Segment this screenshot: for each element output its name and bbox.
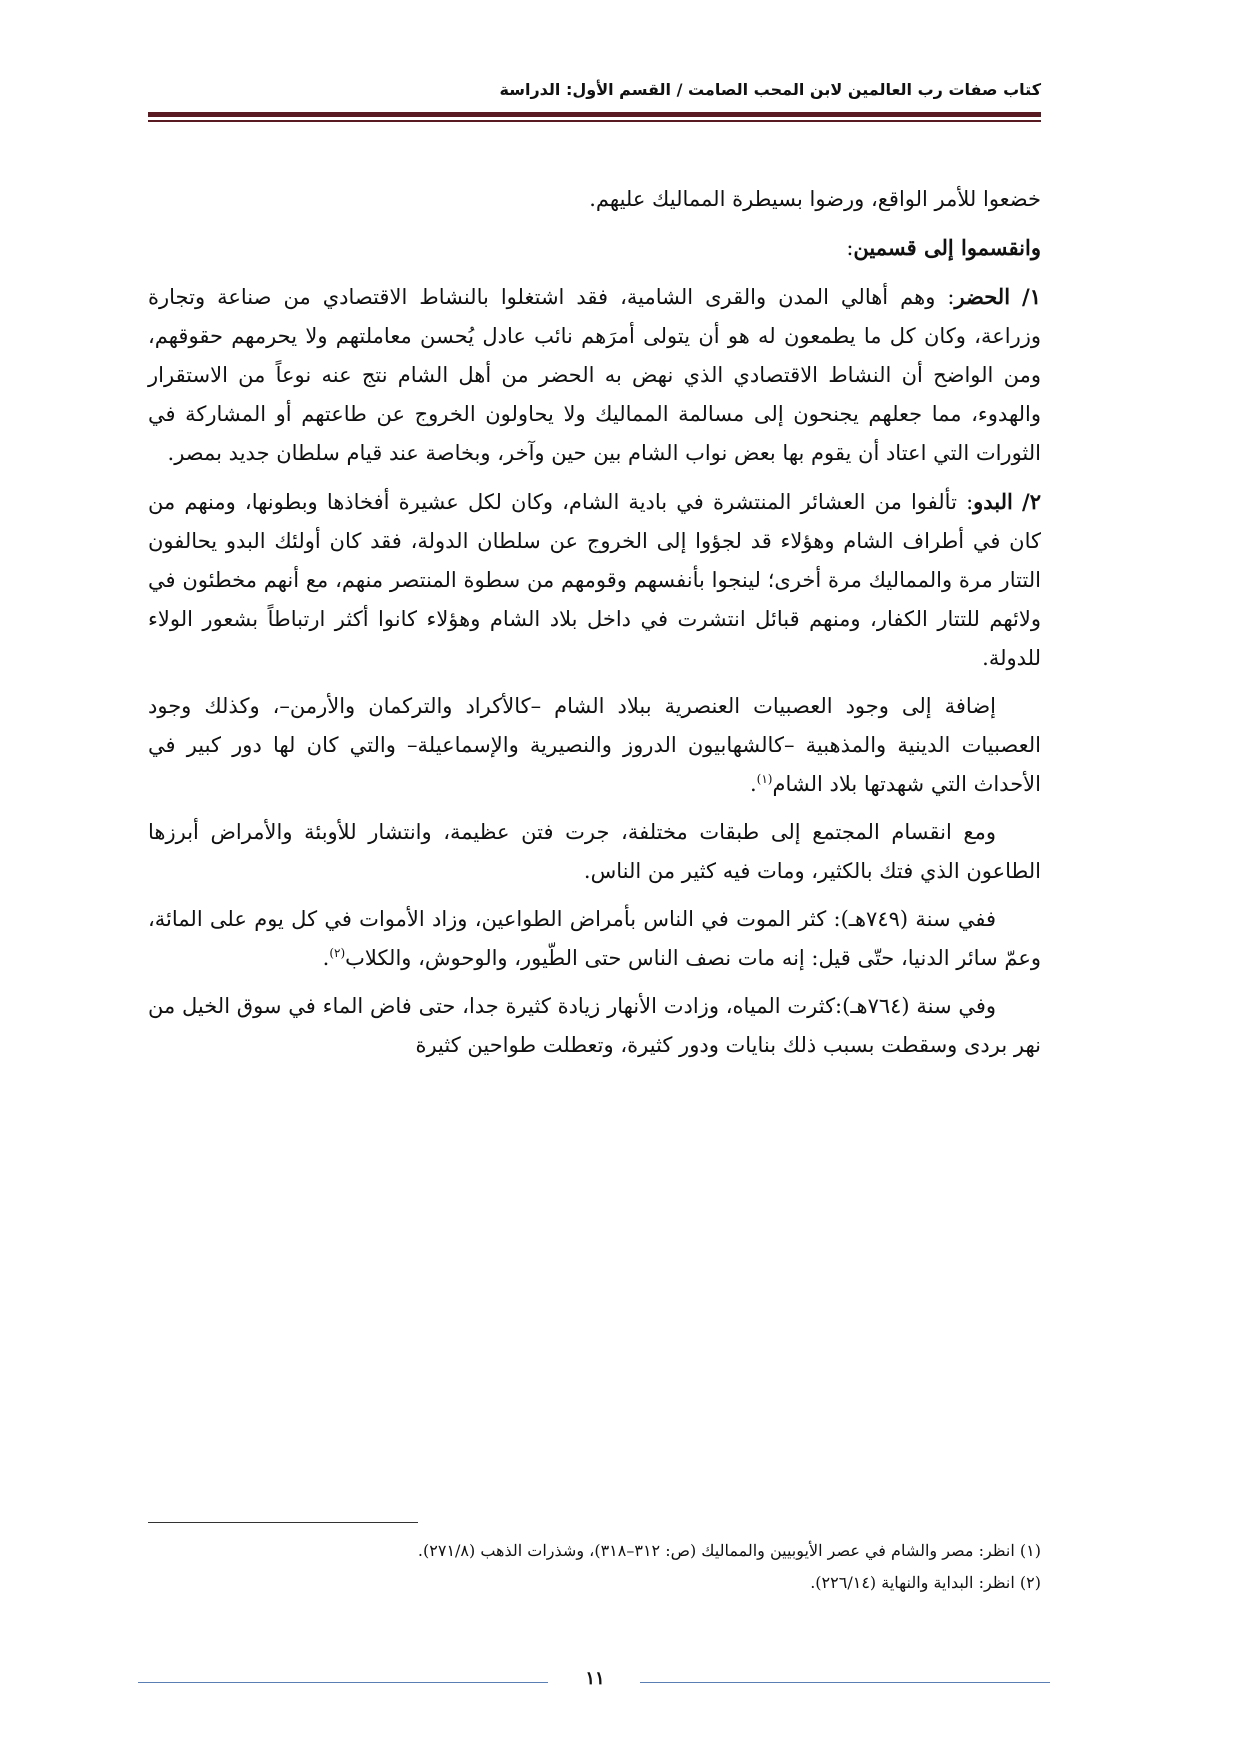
header-rule-thin bbox=[148, 120, 1041, 122]
item-number-1: ١/ bbox=[1022, 284, 1041, 309]
paragraph-5-end: . bbox=[749, 772, 757, 796]
running-header: كتاب صفات رب العالمين لابن المحب الصامت / القسم الأول: الدراسة bbox=[499, 80, 1041, 99]
section-heading: وانقسموا إلى قسمين bbox=[853, 235, 1041, 260]
main-text bbox=[148, 180, 1041, 1074]
footnote-ref-2[interactable]: (٢) bbox=[329, 946, 346, 960]
paragraph-7 bbox=[148, 900, 1041, 978]
paragraph-badw bbox=[148, 482, 1041, 678]
footnote-1: (١) انظر: مصر والشام في عصر الأيوبيين والمماليك (ص: ٣١٢–٣١٨)، وشذرات الذهب (٢٧١/٨). bbox=[417, 1541, 1041, 1560]
footer-rule-right bbox=[640, 1682, 1050, 1683]
paragraph-hadar bbox=[148, 277, 1041, 473]
paragraph-1-text: خضعوا للأمر الواقع، ورضوا بسيطرة المماليك عليهم. bbox=[589, 187, 1041, 211]
paragraph-8-text: وفي سنة (٧٦٤هـ):كثرت المياه، وزادت الأنهار زيادة كثيرة جدا، حتى فاض الماء في سوق الخيل من نهر بردى وسقطت بسبب ذلك بنايات ودور كثيرة، وتعطلت طواحين كثيرة bbox=[148, 994, 1041, 1057]
section-heading-colon: : bbox=[846, 236, 854, 260]
paragraph-7-text: ففي سنة (٧٤٩هـ): كثر الموت في الناس بأمراض الطواعين، وزاد الأموات في كل يوم على المائة، وعمّ سائر الدنيا، حتّى قيل: إنه مات نصف الناس حتى الطّيور، والوحوش، والكلاب bbox=[148, 907, 1041, 970]
footnote-separator bbox=[148, 1522, 418, 1523]
paragraph-5 bbox=[148, 687, 1041, 804]
item-text-hadar: : وهم أهالي المدن والقرى الشامية، فقد اشتغلوا بالنشاط الاقتصادي من صناعة وتجارة وزراعة، وكان كل ما يطمعون له هو أن يتولى أمرَهم نائب عادل يُحسن معاملتهم ولا يحرمهم حقوقهم، ومن الواضح أن النشاط الاقتصادي الذي نهض به الحضر من أهل الشام نتج عنه نوعاً من الاستقرار والهدوء، مما جعلهم يجنحون إلى مسالمة المماليك ولا يحاولون الخروج عن طاعتهم أو المشاركة في الثورات التي اعتاد أن يقوم بها بعض نواب الشام بين حين وآخر، وبخاصة عند قيام سلطان جديد بمصر. bbox=[148, 285, 1041, 465]
item-number-2: ٢/ bbox=[1022, 489, 1041, 514]
footer-rule-left bbox=[138, 1682, 548, 1683]
item-title-badw: البدو bbox=[973, 489, 1013, 514]
paragraph-7-end: . bbox=[322, 946, 330, 970]
item-title-hadar: الحضر bbox=[954, 284, 1011, 309]
footnote-2: (٢) انظر: البداية والنهاية (٢٢٦/١٤). bbox=[810, 1573, 1041, 1592]
footnotes bbox=[148, 1535, 1041, 1599]
paragraph-6-text: ومع انقسام المجتمع إلى طبقات مختلفة، جرت فتن عظيمة، وانتشار للأوبئة والأمراض أبرزها الطاعون الذي فتك بالكثير، ومات فيه كثير من الناس. bbox=[148, 820, 1041, 883]
header-rule-thick bbox=[148, 112, 1041, 117]
footnote-ref-1[interactable]: (١) bbox=[756, 772, 773, 786]
item-text-badw: : تألفوا من العشائر المنتشرة في بادية الشام، وكان لكل عشيرة أفخاذها وبطونها، ومنهم من كان في أطراف الشام وهؤلاء قد لجؤوا إلى الخروج عن سلطان الدولة، فقد كان أولئك البدو يحالفون التتار مرة والمماليك مرة أخرى؛ لينجوا بأنفسهم وقومهم من سطوة المنتصر منهم، مع أنهم مخطئون في ولائهم للتتار الكفار، ومنهم قبائل انتشرت في داخل بلاد الشام وهؤلاء كانوا أكثر ارتباطاً بشعور الولاء للدولة. bbox=[148, 490, 1041, 670]
page-number: ١١ bbox=[585, 1668, 605, 1689]
paragraph-6 bbox=[148, 813, 1041, 891]
paragraph-2 bbox=[148, 228, 1041, 268]
paragraph-8 bbox=[148, 987, 1041, 1065]
paragraph-5-text: إضافة إلى وجود العصبيات العنصرية ببلاد الشام –كالأكراد والتركمان والأرمن–، وكذلك وجود العصبيات الدينية والمذهبية –كالشهابيون الدروز والنصيرية والإسماعيلة– والتي كان لها دور كبير في الأحداث التي شهدتها بلاد الشام bbox=[148, 694, 1041, 796]
paragraph-1 bbox=[148, 180, 1041, 219]
